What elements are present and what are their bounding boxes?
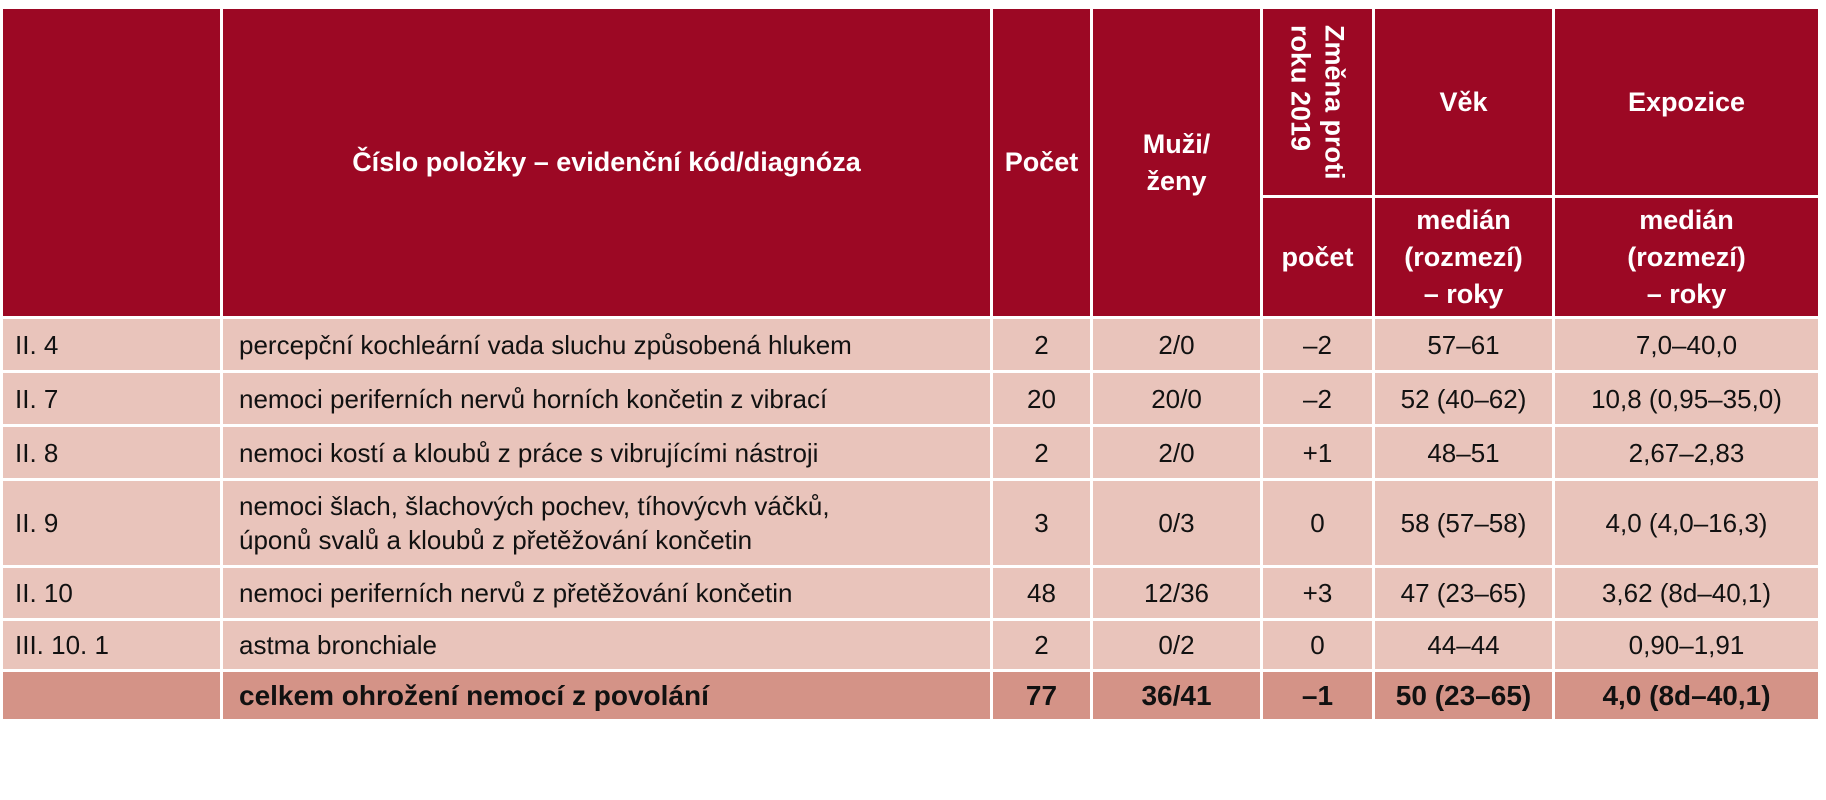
row-count: 3 bbox=[992, 480, 1092, 567]
row-exposure: 2,67–2,83 bbox=[1554, 426, 1820, 480]
row-code: III. 10. 1 bbox=[2, 620, 222, 671]
total-code bbox=[2, 671, 222, 721]
header-change-line2: roku 2019 bbox=[1285, 24, 1316, 151]
header-count: Počet bbox=[992, 8, 1092, 318]
row-diagnosis: nemoci kostí a kloubů z práce s vibrujícími nástroji bbox=[222, 426, 992, 480]
subheader-exposure-line2: (rozmezí) bbox=[1627, 241, 1746, 272]
row-exposure: 10,8 (0,95–35,0) bbox=[1554, 372, 1820, 426]
total-men-women: 36/41 bbox=[1092, 671, 1262, 721]
row-count: 2 bbox=[992, 620, 1092, 671]
header-men-women-line2: ženy bbox=[1146, 165, 1207, 196]
row-age: 48–51 bbox=[1374, 426, 1554, 480]
subheader-age-line3: – roky bbox=[1423, 278, 1504, 309]
table-row bbox=[2, 480, 1820, 567]
table-row bbox=[2, 372, 1820, 426]
total-exposure: 4,0 (8d–40,1) bbox=[1554, 671, 1820, 721]
header-diagnosis: Číslo položky – evidenční kód/diagnóza bbox=[222, 8, 992, 318]
row-count: 2 bbox=[992, 426, 1092, 480]
subheader-age-line2: (rozmezí) bbox=[1404, 241, 1523, 272]
row-count: 20 bbox=[992, 372, 1092, 426]
table-row bbox=[2, 318, 1820, 372]
row-men-women: 0/2 bbox=[1092, 620, 1262, 671]
row-change: +3 bbox=[1262, 567, 1374, 620]
header-code bbox=[2, 8, 222, 318]
row-exposure: 3,62 (8d–40,1) bbox=[1554, 567, 1820, 620]
row-change: –2 bbox=[1262, 372, 1374, 426]
subheader-exposure-line3: – roky bbox=[1646, 278, 1727, 309]
row-change: +1 bbox=[1262, 426, 1374, 480]
total-count: 77 bbox=[992, 671, 1092, 721]
total-change: –1 bbox=[1262, 671, 1374, 721]
row-code: II. 9 bbox=[2, 480, 222, 567]
row-diagnosis: percepční kochleární vada sluchu způsobená hlukem bbox=[222, 318, 992, 372]
row-age: 44–44 bbox=[1374, 620, 1554, 671]
row-code: II. 10 bbox=[2, 567, 222, 620]
row-age: 57–61 bbox=[1374, 318, 1554, 372]
row-men-women: 2/0 bbox=[1092, 426, 1262, 480]
header-change-line1: Změna proti bbox=[1319, 24, 1350, 180]
header-men-women bbox=[1092, 8, 1262, 318]
row-diagnosis: astma bronchiale bbox=[222, 620, 992, 671]
row-change: 0 bbox=[1262, 620, 1374, 671]
row-diagnosis-line2: úponů svalů a kloubů z přetěžování končetin bbox=[239, 525, 753, 555]
header-exposure: Expozice bbox=[1554, 8, 1820, 197]
row-exposure: 7,0–40,0 bbox=[1554, 318, 1820, 372]
row-age: 52 (40–62) bbox=[1374, 372, 1554, 426]
subheader-change-count: počet bbox=[1262, 197, 1374, 318]
header-men-women-line1: Muži/ bbox=[1142, 128, 1211, 159]
row-age: 58 (57–58) bbox=[1374, 480, 1554, 567]
table-row bbox=[2, 620, 1820, 671]
total-label: celkem ohrožení nemocí z povolání bbox=[222, 671, 992, 721]
row-exposure: 4,0 (4,0–16,3) bbox=[1554, 480, 1820, 567]
row-men-women: 2/0 bbox=[1092, 318, 1262, 372]
row-diagnosis: nemoci periferních nervů z přetěžování končetin bbox=[222, 567, 992, 620]
table-row bbox=[2, 426, 1820, 480]
row-men-women: 20/0 bbox=[1092, 372, 1262, 426]
table-row bbox=[2, 567, 1820, 620]
occupational-disease-table bbox=[0, 6, 1821, 722]
row-code: II. 4 bbox=[2, 318, 222, 372]
header-change bbox=[1262, 8, 1374, 197]
subheader-exposure-line1: medián bbox=[1639, 204, 1734, 235]
row-men-women: 12/36 bbox=[1092, 567, 1262, 620]
row-men-women: 0/3 bbox=[1092, 480, 1262, 567]
row-diagnosis: nemoci periferních nervů horních končetin z vibrací bbox=[222, 372, 992, 426]
row-change: 0 bbox=[1262, 480, 1374, 567]
subheader-age bbox=[1374, 197, 1554, 318]
row-diagnosis-line1: nemoci šlach, šlachových pochev, tíhovýcvh váčků, bbox=[239, 491, 830, 521]
row-change: –2 bbox=[1262, 318, 1374, 372]
total-row bbox=[2, 671, 1820, 721]
row-exposure: 0,90–1,91 bbox=[1554, 620, 1820, 671]
row-code: II. 8 bbox=[2, 426, 222, 480]
row-diagnosis bbox=[222, 480, 992, 567]
subheader-age-line1: medián bbox=[1416, 204, 1511, 235]
total-age: 50 (23–65) bbox=[1374, 671, 1554, 721]
row-age: 47 (23–65) bbox=[1374, 567, 1554, 620]
header-age: Věk bbox=[1374, 8, 1554, 197]
subheader-exposure bbox=[1554, 197, 1820, 318]
row-code: II. 7 bbox=[2, 372, 222, 426]
row-count: 48 bbox=[992, 567, 1092, 620]
row-count: 2 bbox=[992, 318, 1092, 372]
